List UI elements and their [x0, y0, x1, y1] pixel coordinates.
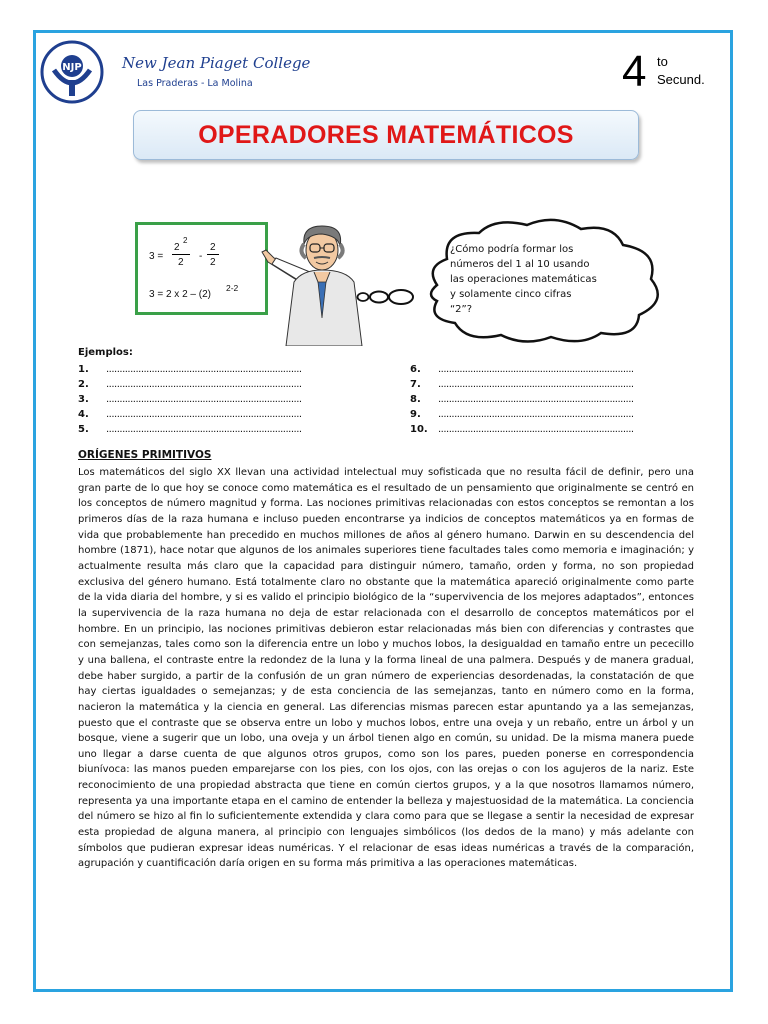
example-number: 2.	[78, 379, 89, 390]
example-line	[410, 377, 634, 392]
answer-blank: .........................................................................	[106, 424, 302, 435]
formula-board	[135, 222, 268, 315]
frac1-denominator: 2	[178, 257, 184, 268]
school-logo	[40, 40, 104, 104]
grade-level: Secund.	[657, 72, 705, 87]
example-line	[78, 407, 302, 422]
section-title: ORÍGENES PRIMITIVOS	[78, 449, 212, 461]
answer-blank: .........................................................................	[106, 379, 302, 390]
frac1-exponent: 2	[183, 236, 188, 245]
bubble-question	[450, 242, 632, 317]
answer-blank: .........................................................................	[106, 394, 302, 405]
example-number: 10.	[410, 424, 428, 435]
examples-label: Ejemplos:	[78, 347, 133, 358]
frac1-numerator: 2	[174, 242, 180, 253]
example-line	[410, 362, 634, 377]
example-number: 3.	[78, 394, 89, 405]
example-number: 4.	[78, 409, 89, 420]
example-number: 9.	[410, 409, 421, 420]
example-number: 5.	[78, 424, 89, 435]
example-line	[410, 422, 634, 437]
example-number: 6.	[410, 364, 421, 375]
example-line	[78, 362, 302, 377]
grade-superscript: to	[657, 54, 668, 69]
frac2-denominator: 2	[210, 257, 216, 268]
example-number: 7.	[410, 379, 421, 390]
school-location: Las Praderas - La Molina	[137, 78, 253, 89]
example-line	[78, 422, 302, 437]
minus-sign: -	[199, 251, 203, 262]
example-line	[78, 377, 302, 392]
formula-lhs: 3 =	[149, 251, 164, 262]
formula-line2: 3 = 2 x 2 – (2)	[149, 289, 211, 300]
answer-blank: .........................................................................	[438, 424, 634, 435]
bubble-line: ¿Cómo podría formar los	[450, 244, 574, 255]
answer-blank: .........................................................................	[106, 409, 302, 420]
answer-blank: .........................................................................	[438, 379, 634, 390]
answer-blank: .........................................................................	[106, 364, 302, 375]
bubble-line: “2”?	[450, 304, 473, 315]
body-paragraph: Los matemáticos del siglo XX llevan una actividad intelectual muy sofisticada que no resulta fácil de definir, pero una gran parte de lo que hoy se conoce como matemática es el resultado de un pensamiento que originalmente se centró en los conceptos de número magnitud y forma. Las nociones primitivas relacionadas con estos conceptos se remontan a los primeros días de la raza humana e incluso pueden encontrarse ya indicios de conceptos matemáticos ya en formas de vida que probablemente han precedido en muchos millones de años al género humano. Darwin en su descendencia del hombre (1871), hace notar que algunos de los animales superiores tiene facultades tales como memoria e imaginación; y actualmente resulta más claro que la capacidad para distinguir número, tamaño, orden y forma, no son propiedad exclusiva del género humano. Está totalmente claro no obstante que la matemática apareció originalmente como parte de la vida diaria del hombre, y si es valido el principio biológico de la “supervivencia de los mejores adaptados”, entonces la supervivencia de la raza humana no deja de estar relacionada con el desarrollo de conceptos matemáticos por el hombre. En un principio, las nociones primitivas debieron estar relacionadas más bien con diferencias y contrastes que con semejanzas, tales como son la diferencia entre un lobo y muchos lobos, la desigualdad en tamaño entre un pececillo y una ballena, el contraste entre la redondez de la luna y la forma lineal de una palmera. Después y de manera gradual, debe haber surgido, a partir de la confusión de un gran número de experiencias desordenadas, la constatación de que hay ciertas igualdades o semejanzas; y de esta conciencia de las semejanzas, tanto en número como en la forma, nacieron la matemática y la ciencia en general. Las diferencias mismas parecen estar apuntando ya a las semejanzas, puesto que el contraste que se observa entre un lobo y muchos lobos, entre una oveja y un rebaño, entre un árbol y un bosque, viene a sugerir que un lobo, una oveja y un árbol tienen algo en común, su unidad. De la misma manera puede uno llegar a darse cuenta de que algunos otros grupos, como son los pares, pueden ponerse en correspondencia biunívoca: las manos pueden emparejarse con los pies, con los ojos, con las orejas o con los agujeros de la nariz. Este reconocimiento de una propiedad abstracta que tiene en común ciertos grupos, y a la que nosotros llamamos número, representa ya una importante etapa en el camino de entender la belleza y majestuosidad de la matemática. La conciencia del número se hizo al fin lo suficientemente extendida y clara como para que se llegase a sentir la necesidad de expresar esta propiedad de alguna manera, al principio con lenguajes simbólicos (los dedos de la mano) y más adelante con símbolos que pudieran expresar ideas numéricas. Y el relacionar de esas ideas numéricas a través de la comparación, agrupación y cuantificación daría origen en su forma más primitiva a las operaciones matemáticas.	[78, 467, 694, 870]
example-number: 8.	[410, 394, 421, 405]
page-title: OPERADORES MATEMÁTICOS	[198, 120, 574, 149]
bubble-line: y solamente cinco cifras	[450, 289, 572, 300]
frac1-bar	[172, 254, 190, 255]
logo-text: NJP	[62, 62, 82, 73]
section-body	[78, 465, 694, 872]
school-name: New Jean Piaget College	[122, 54, 311, 72]
answer-blank: .........................................................................	[438, 394, 634, 405]
example-line	[78, 392, 302, 407]
example-line	[410, 392, 634, 407]
example-line	[410, 407, 634, 422]
formula-line2-exponent: 2-2	[226, 283, 239, 293]
answer-blank: .........................................................................	[438, 364, 634, 375]
bubble-line: las operaciones matemáticas	[450, 274, 597, 285]
answer-blank: .........................................................................	[438, 409, 634, 420]
title-banner	[133, 110, 639, 160]
frac2-numerator: 2	[210, 242, 216, 253]
example-number: 1.	[78, 364, 89, 375]
grade-number: 4	[622, 47, 647, 96]
frac2-bar	[207, 254, 219, 255]
bubble-line: números del 1 al 10 usando	[450, 259, 590, 270]
